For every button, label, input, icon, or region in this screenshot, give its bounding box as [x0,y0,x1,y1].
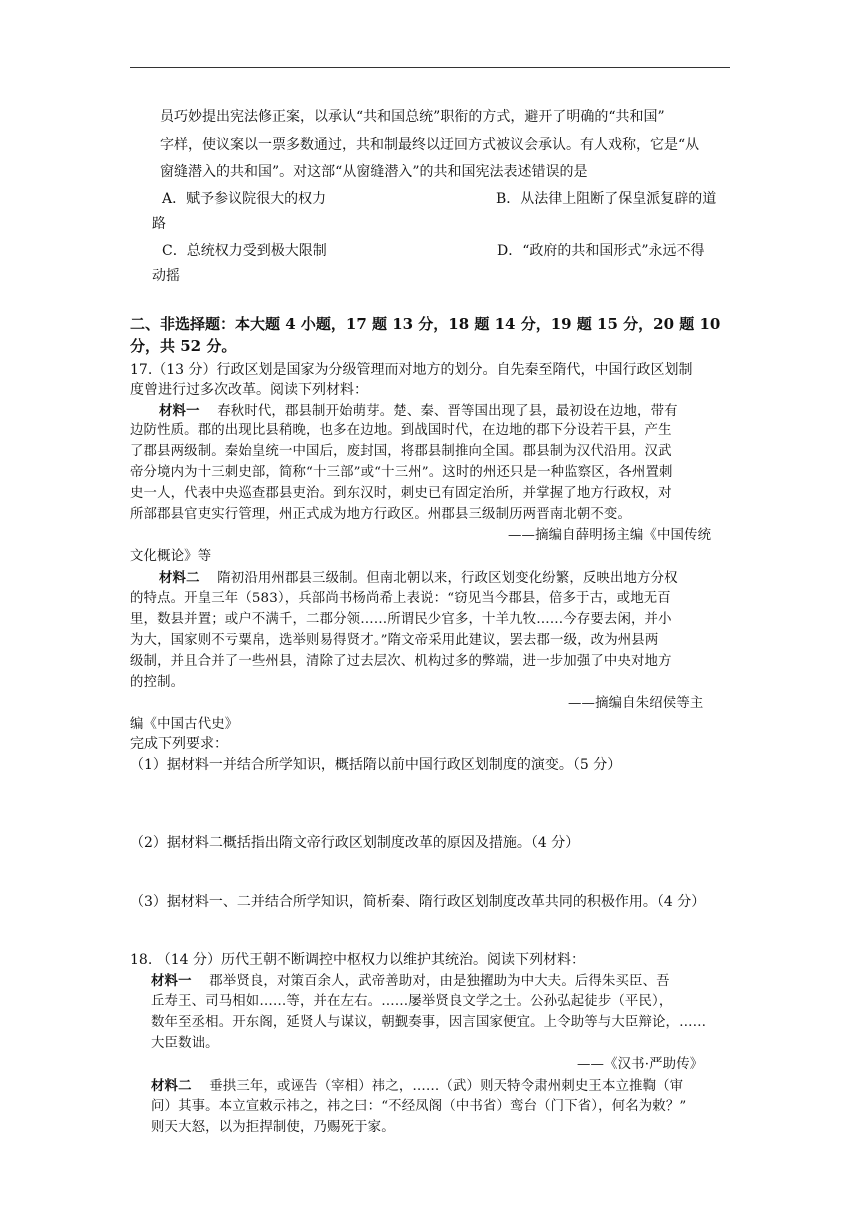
q18-intro: 18. （14 分）历代王朝不断调控中枢权力以维护其统治。阅读下列材料： [130,952,585,968]
q17-material-1-source: ——摘编自薛明扬主编《中国传统 [508,528,712,543]
section-heading: 分，共 52 分。 [130,337,237,355]
q17-material-1-source: 文化概论》等 [130,549,212,564]
q17-material-1-text: 春秋时代，郡县制开始萌芽。楚、秦、晋等国出现了县，最初设在边地，带有 [217,404,678,419]
q16-text-line: 字样，使议案以一票多数通过，共和制最终以迂回方式被议会承认。有人戏称，它是“从 [160,137,700,153]
q18-material-1-line: 丘寿王、司马相如……等，并在左右。……屡举贤良文学之士。公孙弘起徒步（平民）， [151,994,673,1009]
section-heading: 二、非选择题：本大题 4 小题，17 题 13 分，18 题 14 分，19 题 15 分，20 题 10 [130,315,721,333]
q17-requirement-3: （3）据材料一、二并结合所学知识，简析秦、隋行政区划制度改革共同的积极作用。（4 分） [130,894,706,910]
q17-material-2-label: 材料二 [159,570,200,586]
q17-requirement-1: （1）据材料一并结合所学知识，概括隋以前中国行政区划制度的演变。（5 分） [130,757,622,773]
q16-option-a: A．赋予参议院很大的权力 [162,191,327,207]
q18-material-1-text: 郡举贤良，对策百余人，武帝善助对，由是独擢助为中大夫。后得朱买臣、吾 [209,974,670,989]
q18-material-2-line: 问）其事。本立宣敕示祎之，祎之曰：“不经凤阁（中书省）鸾台（门下省），何名为敕？” [151,1099,687,1114]
q18-material-2-text: 垂拱三年，或诬告（宰相）祎之，……（武）则天特令肃州刺史王本立推鞫（审 [209,1079,684,1094]
q16-option-b-cont: 路 [152,216,166,232]
q17-intro: 17.（13 分）行政区划是国家为分级管理而对地方的划分。自先秦至隋代，中国行政区划制 [130,362,693,378]
q18-material-1-line: 数年至丞相。开东阁，延贤人与谋议，朝觐奏事，因言国家便宜。上令助等与大臣辩论，…… [151,1015,707,1030]
q17-material-2-source: 编《中国古代史》 [130,717,239,732]
q18-material-2-line: 则天大怒，以为拒捍制使，乃赐死于家。 [151,1120,395,1135]
q16-text-line: 员巧妙提出宪法修正案，以承认“共和国总统”职衔的方式，避开了明确的“共和国” [160,109,665,125]
q17-material-2-line: 为大，国家则不亏粟帛，选举则易得贤才。”隋文帝采用此建议，罢去郡一级，改为州县两 [130,633,659,648]
q17-material-2-source: ——摘编自朱绍侯等主 [568,696,704,711]
q17-requirement-2: （2）据材料二概括指出隋文帝行政区划制度改革的原因及措施。（4 分） [130,835,580,851]
q17-material-2-line: 里，数县并置；或户不满千，二郡分领……所谓民少官多，十羊九牧……今存要去闲，并小 [130,612,672,627]
q17-material-1-line: 边防性质。郡的出现比县稍晚，也多在边地。到战国时代，在边地的郡下分设若干县，产生 [130,423,672,438]
q17-material-2-text: 隋初沿用州郡县三级制。但南北朝以来，行政区划变化纷繁，反映出地方分权 [217,571,678,586]
q17-requirements-label: 完成下列要求： [130,736,228,752]
q16-option-b: B．从法律上阻断了保皇派复辟的道 [496,191,717,207]
q17-material-1-line: 帝分境内为十三刺史部，简称“十三部”或“十三州”。这时的州还只是一种监察区，各州置刺 [130,465,673,480]
q17-material-1-line: 了郡县两级制。秦始皇统一中国后，废封国，将郡县制推向全国。郡县制为汉代沿用。汉武 [130,444,672,459]
q17-intro: 度曾进行过多次改革。阅读下列材料： [130,382,368,398]
q17-material-1-line: 所部郡县官吏实行管理，州正式成为地方行政区。州郡县三级制历两晋南北朝不变。 [130,507,632,522]
q18-material-2-line [151,1077,683,1096]
q18-material-2-label: 材料二 [151,1078,192,1094]
q17-material-1-label: 材料一 [159,403,200,419]
q16-option-d-cont: 动摇 [152,268,180,284]
q18-material-1-line: 大臣数诎。 [151,1036,219,1051]
header-rule [130,67,730,68]
q16-option-c: C．总统权力受到极大限制 [162,243,327,259]
q17-material-1-line: 史一人，代表中央巡查郡县吏治。到东汉时，刺史已有固定治所，并掌握了地方行政权，对 [130,486,672,501]
q16-option-d: D．“政府的共和国形式”永远不得 [497,243,705,259]
q17-material-1-line [159,402,678,421]
q18-material-1-source: ——《汉书·严助传》 [577,1057,704,1072]
q17-material-2-line [159,569,678,588]
q16-text-line: 窗缝潜入的共和国”。对这部“从窗缝潜入”的共和国宪法表述错误的是 [160,164,588,180]
q18-material-1-line [151,972,670,991]
q17-material-2-line: 级制，并且合并了一些州县，清除了过去层次、机构过多的弊端，进一步加强了中央对地方 [130,654,672,669]
q18-material-1-label: 材料一 [151,973,192,989]
q17-material-2-line: 的控制。 [130,675,185,690]
q17-material-2-line: 的特点。开皇三年（583），兵部尚书杨尚希上表说：“窃见当今郡县，倍多于古，或地无百 [130,591,671,606]
